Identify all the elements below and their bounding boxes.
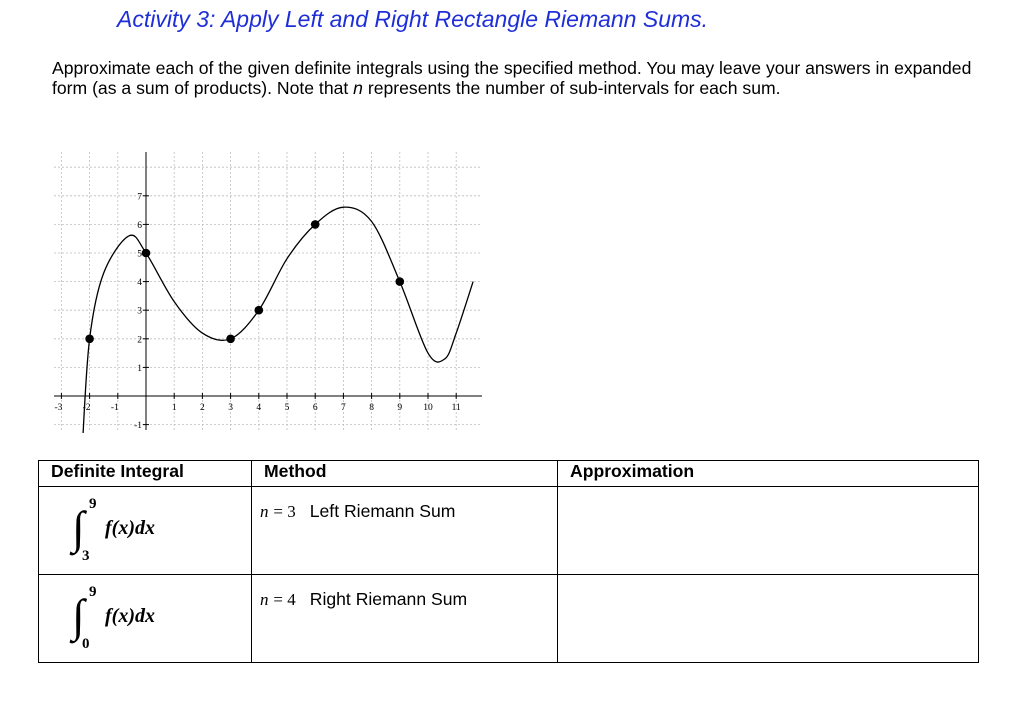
- definite-integral: [39, 575, 251, 662]
- definite-integral: [39, 487, 251, 574]
- marked-point: [226, 335, 235, 344]
- x-tick-label: -3: [54, 403, 63, 413]
- integral-table: [38, 460, 979, 663]
- activity-title: Activity 3: Apply Left and Right Rectangle Riemann Sums.: [117, 6, 709, 32]
- x-tick-label: -2: [82, 403, 91, 413]
- column-header-method: Method: [252, 461, 558, 487]
- column-header-approximation: Approximation: [558, 461, 979, 487]
- x-tick-label: 11: [451, 403, 461, 413]
- function-curve: [83, 207, 474, 433]
- instructions-text-part2: represents the number of sub-intervals for each sum.: [362, 78, 781, 98]
- marked-point: [255, 306, 264, 315]
- table-header-row: [39, 461, 979, 487]
- marked-point: [142, 249, 151, 258]
- marked-point: [311, 220, 320, 229]
- y-tick-label: -1: [134, 421, 142, 432]
- n-value: = 4: [273, 590, 296, 609]
- lower-limit: 3: [82, 548, 90, 564]
- x-tick-label: 8: [369, 403, 374, 413]
- approximation-cell[interactable]: [558, 575, 979, 663]
- integrand: f(x)dx: [105, 517, 155, 539]
- integral-cell: [39, 575, 252, 663]
- instructions-text-part1: Approximate each of the given definite integrals using the specified method. You may leave your answers in expanded form (as a sum of products). Note that: [52, 58, 972, 98]
- method-cell: [252, 487, 558, 575]
- marked-point: [85, 335, 94, 344]
- method-text: [252, 487, 557, 522]
- method-name: Right Riemann Sum: [309, 589, 468, 609]
- n-label: n: [260, 590, 269, 609]
- x-tick-label: 4: [256, 403, 262, 413]
- y-tick-label: 6: [137, 220, 142, 231]
- x-tick-label: 3: [228, 403, 233, 413]
- upper-limit: 9: [89, 496, 97, 512]
- n-variable: n: [353, 78, 363, 98]
- function-graph: [50, 148, 490, 433]
- lower-limit: 0: [82, 636, 90, 652]
- method-text: [252, 575, 557, 610]
- integral-sign: ∫: [72, 590, 85, 641]
- x-tick-label: 2: [200, 403, 205, 413]
- y-tick-label: 3: [137, 306, 142, 317]
- x-tick-label: 10: [423, 403, 433, 413]
- integrand: f(x)dx: [105, 605, 155, 627]
- n-label: n: [260, 502, 269, 521]
- method-cell: [252, 575, 558, 663]
- y-tick-label: 4: [137, 278, 142, 289]
- x-tick-label: 1: [171, 403, 177, 413]
- method-name: Left Riemann Sum: [309, 501, 456, 521]
- n-value: = 3: [273, 502, 296, 521]
- column-header-integral: Definite Integral: [39, 461, 252, 487]
- y-tick-label: 2: [137, 335, 142, 346]
- x-tick-label: 9: [397, 403, 403, 413]
- instructions-paragraph: [52, 58, 972, 98]
- y-tick-label: 5: [137, 249, 142, 260]
- x-tick-label: 5: [284, 403, 290, 413]
- y-tick-label: 1: [137, 363, 142, 374]
- x-tick-label: 7: [341, 403, 346, 413]
- table-row: [39, 575, 979, 663]
- y-tick-label: 7: [137, 192, 142, 203]
- table-row: [39, 487, 979, 575]
- integral-cell: [39, 487, 252, 575]
- marked-point: [396, 277, 405, 286]
- x-tick-label: -1: [110, 403, 119, 413]
- marked-points: [85, 220, 404, 346]
- upper-limit: 9: [89, 584, 97, 600]
- integral-sign: ∫: [72, 502, 85, 553]
- graph-grid: [54, 152, 482, 430]
- approximation-cell[interactable]: [558, 487, 979, 575]
- x-tick-label: 6: [312, 403, 318, 413]
